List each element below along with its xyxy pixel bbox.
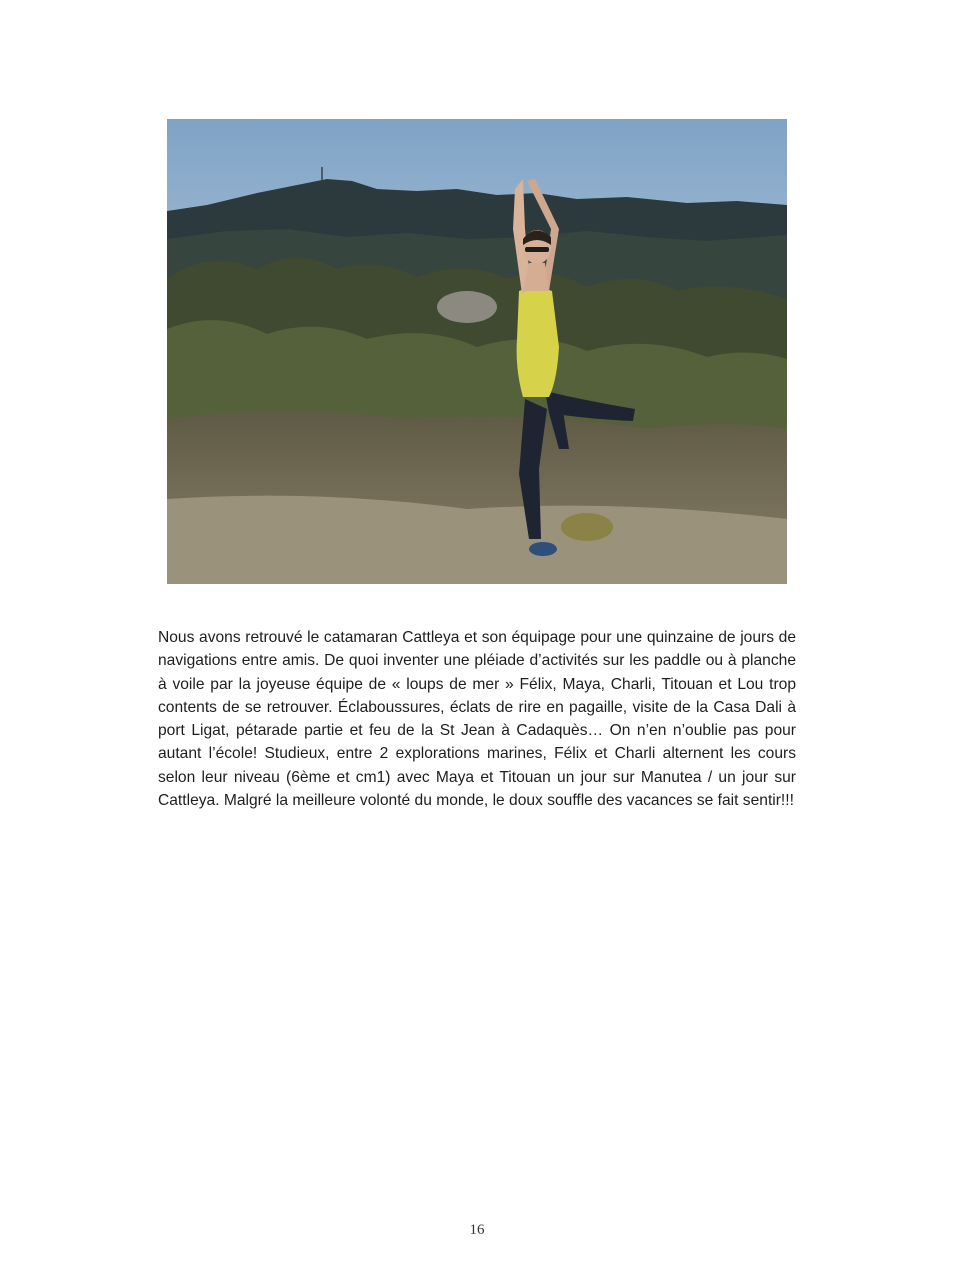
woman-yoga-tree-pose-hillside-icon (167, 119, 787, 584)
yoga-photo (167, 119, 787, 584)
body-paragraph: Nous avons retrouvé le catamaran Cattleya et son équipage pour une quinzaine de jours de navigations entre amis. De quoi inventer une pléiade d’activités sur les paddle ou à planche à voile par la joyeuse équipe de « loups de mer » Félix, Maya, Charli, Titouan et Lou trop contents de se retrouver. Éclaboussures, éclats de rire en pagaille, visite de la Casa Dali à port Ligat, pétarade partie et feu de la St Jean à Cadaquès… On n’en n’oublie pas pour autant l’école! Studieux, entre 2 explorations marines, Félix et Charli alternent les cours selon leur niveau (6ème et cm1) avec Maya et Titouan un jour sur Manutea / un jour sur Cattleya. Malgré la meilleure volonté du monde, le doux souffle des vacances se fait sentir!!! (158, 629, 796, 810)
page-number: 16 (469, 1222, 485, 1238)
